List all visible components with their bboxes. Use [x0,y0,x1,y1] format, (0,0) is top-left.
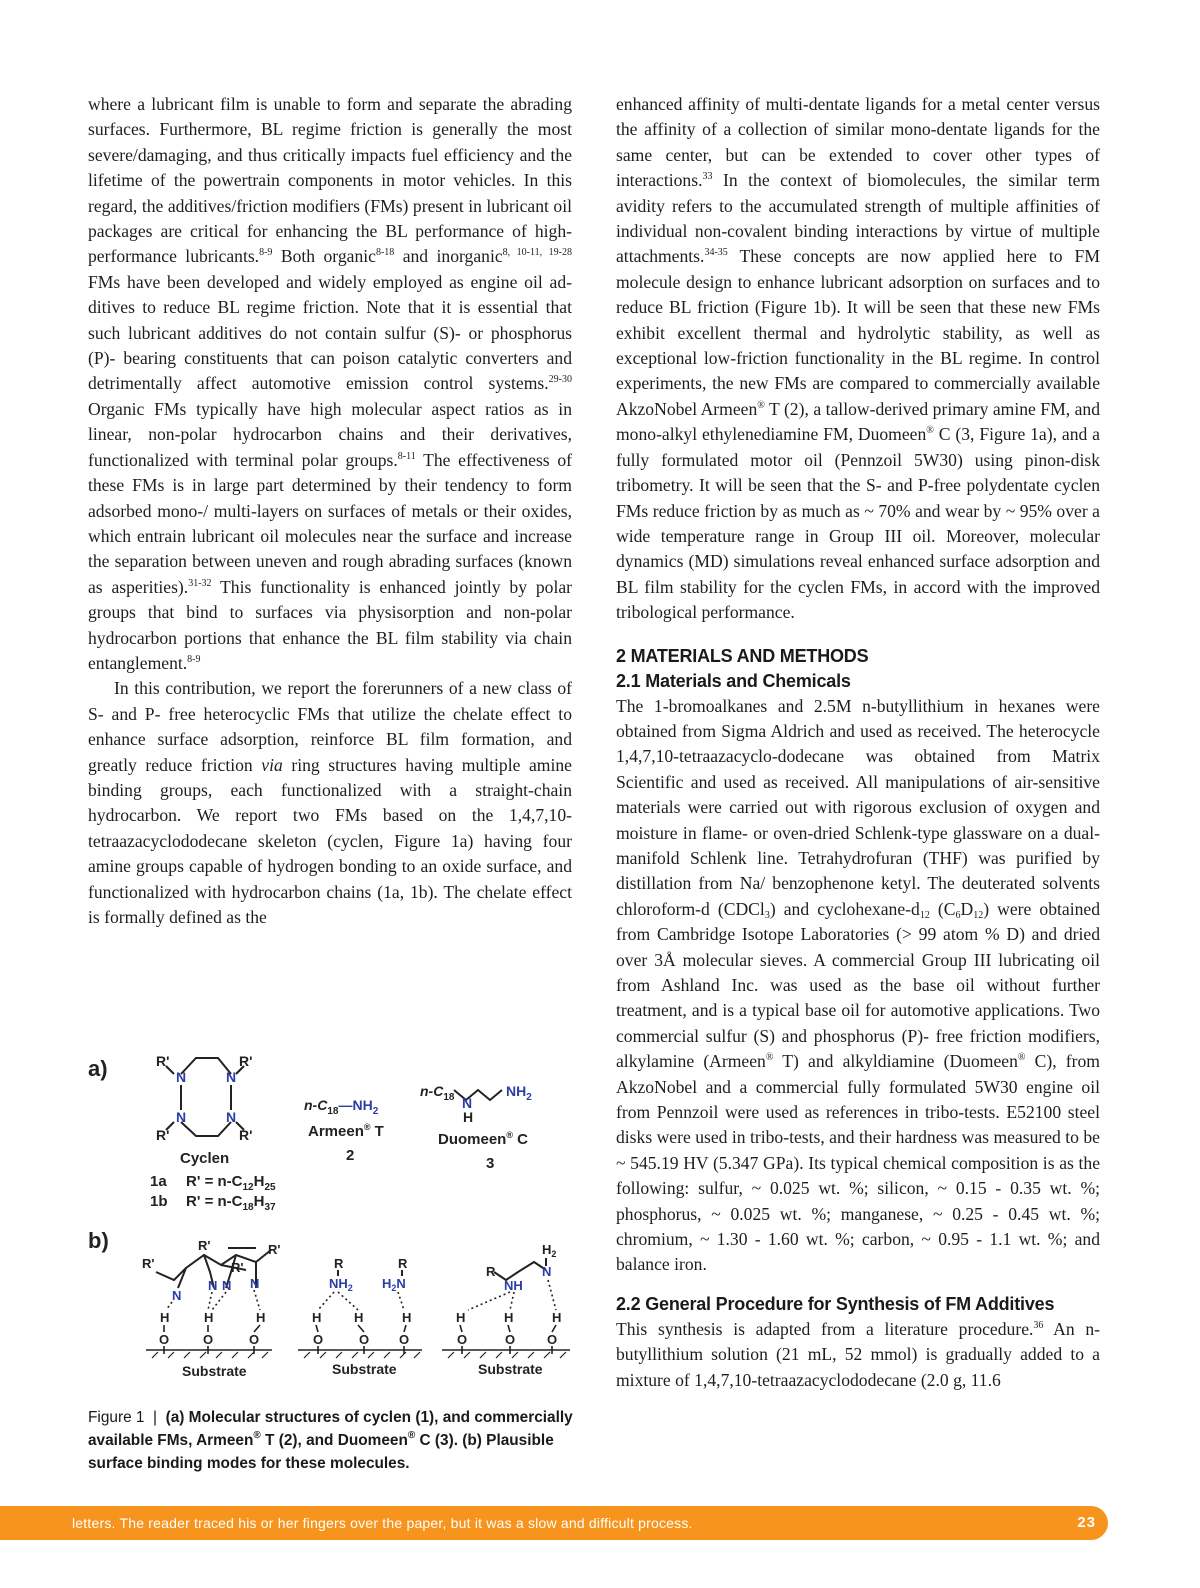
nitrogen-atom: N [222,1278,232,1293]
armeen-number: 2 [346,1147,355,1164]
citation: 29-30 [548,374,572,386]
text-run: This functionality is enhanced jointly by polar groups that bind to surfaces via physisorption and non-polar hydrocarbon portions that enhance the BL film stability via chain entanglement. [88,576,572,673]
right-paragraph-1 [616,92,1100,626]
caption-text: ), and Duomeen [292,1432,408,1449]
text-run: An n-butyllithium solution (21 mL, 52 mmol) is gradually added to a mixture of 1,4,7,10-tetraazacyclododecane (2.0 g, 11.6 [616,1318,1101,1390]
hydrogen-atoms [542,1242,556,1259]
atom-label: H [312,1310,322,1325]
amine-group: NH [504,1278,523,1293]
atom-label: R' = n-C [186,1193,243,1210]
r-definition-1b [186,1193,276,1213]
compound-1b-label: 1b [150,1193,168,1210]
substrate-hydrogens [160,1310,561,1325]
atom-label: H [504,1310,514,1325]
nitrogen-atom: N [250,1276,260,1291]
compound-number: 3 [440,1432,449,1449]
text-run: Both organic [272,246,376,267]
r-prime-label: R' [142,1256,155,1271]
caption-separator: | [144,1409,166,1426]
atom-label: H [253,1193,265,1210]
registered-mark: ® [407,1430,416,1441]
atom-label: 2 [372,1106,379,1117]
text-run: Organic FMs typically have high molecular aspect ratios as in linear, non-polar hydrocarbon chains and their derivatives, functionalized with terminal polar groups. [88,398,572,470]
duomeen-binding-bonds [494,1258,546,1280]
registered-mark: ® [926,425,934,437]
atom-label: H [256,1310,266,1325]
r-prime-label: R' [268,1242,281,1257]
citation: 8-11 [397,450,416,462]
text-run: These concepts are now applied here to FM molecule design to enhance lubricant adsorption on surfaces and to reduce BL friction (Figure 1b). It will be seen that these new FMs exhibit excellent thermal and hydrolytic stability, as well as exceptional low-friction functionality in the BL regime. In control experiments, the new FMs are compared to commercially available AkzoNobel Armeen [616,246,1100,419]
atom-label: 2 [526,1092,532,1103]
text-run: This synthesis is adapted from a literature procedure. [616,1318,1034,1339]
text-run: T (2), a tallow-derived primary amine FM, and mono-alkyl ethylenediamine FM, Duomeen [616,398,1100,445]
atom-label: ® [506,1130,513,1140]
caption-text: (a) Molecular structures of cyclen ( [165,1409,421,1426]
atom-label: n-C [420,1083,444,1099]
atom-label: 2 [551,1249,557,1259]
citation: 8, 10-11, 19-28 [502,247,572,259]
text-run: In the context of biomolecules, the similar term avidity refers to the accumulated strength of multiple affinities of individual non-covalent binding interactions by virtue of multiple attachments. [616,170,1100,267]
footer-bar [0,1506,1108,1540]
atom-label: H [552,1310,562,1325]
atom-label: C [512,1131,528,1148]
atom-label: 18 [327,1106,339,1117]
atom-label: ® [363,1122,371,1132]
compound-1a-label: 1a [150,1173,167,1190]
compound-number: 1 [420,1409,430,1426]
text-run: C (3, Figure 1a), and a fully formulated motor oil (Pennzoil 5W30) using pinon-disk tribometry. It will be seen that the S- and P-free polydentate cyclen FMs reduce friction by as much as ~ 70% and wear by ~ 95% over a wide temperature range in Group III oil. Moreover, molecular dynamics (MD) simulations reveal enhanced surface adsorption and BL film stability for the cyclen FMs, in accord with the improved tribological performance. [616,424,1100,623]
panel-b-label: b) [88,1228,109,1253]
atom-label: H [542,1242,552,1257]
citation: 34-35 [704,247,728,259]
left-column [88,92,572,930]
substrate-hatching [152,1352,566,1358]
citation: 36 [1033,1319,1044,1331]
nitrogen-atom: N [208,1278,218,1293]
panel-a-label: a) [88,1056,108,1081]
subscript: 3 [764,909,770,921]
r-prime-label: R' [156,1127,170,1143]
italic-term: via [261,754,283,775]
subsection-heading: 2.1 Materials and Chemicals [616,670,851,691]
right-paragraph-3 [616,1317,1100,1393]
nitrogen-atom: N [172,1288,182,1303]
text-run: where a lubricant film is unable to form and separate the abrading surfaces. Furthermore, BL regime friction is generally the most severe/damaging, and thus critically impacts fuel efficiency and the lifetime of the powertrain components in motor vehicles. In this regard, the additives/friction modifiers (FMs) present in lubricant oil packages are critical for enhancing the BL performance of high-performance lubricants. [88,94,572,267]
nitrogen-atom: N [226,1109,237,1125]
atom-label: 2 [391,1283,397,1293]
substrate-label: Substrate [332,1361,397,1377]
atom-label: O [313,1332,324,1347]
caption-text: ), and commercially available FMs, Armeen [88,1409,573,1449]
footer-text: letters. The reader traced his or her fingers over the paper, but it was a slow and difficult process. [72,1515,693,1531]
caption-text: ). (b) Plausible surface binding modes for these molecules. [88,1432,554,1472]
nitrogen-atom: N [462,1095,473,1111]
r-prime-label: R' [239,1127,253,1143]
atom-label: R' = n-C [186,1173,243,1190]
registered-mark: ® [253,1430,261,1441]
r-definition-1a [186,1173,276,1193]
atom-label: n-C [304,1097,328,1113]
atom-label: H [354,1310,364,1325]
atom-label: O [457,1332,468,1347]
armeen-formula [304,1097,379,1117]
citation: 31-32 [188,577,212,589]
atom-label: —NH [338,1097,373,1113]
atom-label: H [253,1173,265,1190]
atom-label: O [359,1332,370,1347]
atom-label: Armeen [308,1123,364,1140]
atom-label: O [547,1332,558,1347]
amine-group [329,1276,353,1293]
right-column [616,92,1100,1393]
atom-label: 12 [242,1182,254,1193]
text-run: ) and cyclohexane-d [769,898,920,919]
citation: 33 [702,171,713,183]
atom-label: 18 [443,1092,455,1103]
hydrogen-atom: H [463,1109,474,1125]
subscript: 12 [919,909,930,921]
text-run: and inorganic [394,246,503,267]
text-run: (C [929,898,956,919]
page-number: 23 [1077,1514,1096,1531]
atom-label: NH [329,1276,348,1291]
r-prime-label: R' [156,1053,170,1069]
figure-label: Figure 1 [88,1409,145,1426]
r-label: R [334,1256,344,1271]
right-paragraph-2 [616,694,1100,1278]
duomeen-name [438,1130,528,1148]
duomeen-formula [420,1083,455,1103]
atom-label: O [399,1332,410,1347]
substrate-label: Substrate [478,1361,543,1377]
molecular-structures-diagram [86,1040,576,1385]
atom-label: O [159,1332,170,1347]
atom-label: 25 [264,1182,276,1193]
atom-label: H [382,1276,392,1291]
atom-label: O [203,1332,214,1347]
figure-1 [86,1040,576,1385]
atom-label: O [249,1332,260,1347]
atom-label: 18 [242,1202,254,1213]
atom-label: H [204,1310,214,1325]
cyclen-name: Cyclen [180,1150,230,1167]
text-run: ring structures having multiple amine binding groups, each functionalized with a straight-chain hydrocarbon. We report two FMs based on the 1,4,7,10-tetraazacyclododecane skeleton (cyclen, Figure 1a) having four amine groups capable of hydrogen bonding to an oxide surface, and functionalized with hydrocarbon chains (1a, 1b). The chelate effect is formally defined as the [88,754,572,927]
atom-label: H [402,1310,412,1325]
atom-label: Duomeen [438,1131,507,1148]
atom-label: N [396,1276,406,1291]
nitrogen-atom: N [176,1109,187,1125]
oh-bonds [164,1325,556,1332]
atom-label: T [370,1123,384,1140]
citation: 8-18 [375,247,395,259]
left-paragraph-2 [88,676,572,930]
text-run: C), from AkzoNobel and a commercial fully formulated 5W30 engine oil from Pennzoil were used as references in tribo-tests. E52100 steel disks were used in tribo-tests, and their hardness was measured to be ~ 545.19 HV (5.347 GPa). Its typical chemical composition is as the following: sulfur, ~ 0.025 wt. %; silicon, ~ 0.15 - 0.35 wt. %; phosphorus, ~ 0.025 wt. %; manganese, ~ 0.25 - 0.45 wt. %; chromium, ~ 1.30 - 1.60 wt. %; carbon, ~ 0.95 - 1.1 wt. %; and balance iron. [616,1051,1100,1275]
duomeen-number: 3 [486,1155,495,1172]
registered-mark: ® [765,1052,774,1064]
subsection-heading: 2.2 General Procedure for Synthesis of FM Additives [616,1293,1055,1314]
r-label: R [486,1264,496,1279]
text-run: The effectiveness of these FMs is in large part determined by their tendency to form adsorbed mono-/ multi-layers on surfaces of metals or their oxides, which entrain lubricant oil molecules near the surface and increase the separation between uneven and rough abrading surfaces (known as asperities). [88,449,572,597]
subscript: 6 [955,909,961,921]
text-run: D [960,898,974,919]
amine-group [382,1276,406,1293]
atom-label: O [505,1332,516,1347]
citation: 8-9 [187,653,201,665]
nitrogen-atom: N [542,1264,552,1279]
left-paragraph-1 [88,92,572,676]
text-run: FMs have been developed and widely employed as engine oil additives to reduce BL regime friction. Note that it is essential that such lubricant additives do not contain sulfur (S)- or phosphorus (P)- bearing constituents that can poison catalytic converters and detrimentally affect automotive emission control systems. [88,271,572,394]
figure-caption [88,1406,578,1475]
text-run: T) and alkyldiamine (Duomeen [773,1051,1018,1072]
section-heading: 2 MATERIALS AND METHODS [616,645,869,666]
nitrogen-atom: N [176,1069,187,1085]
atom-label: H [160,1310,170,1325]
registered-mark: ® [757,399,765,411]
r-label: R [398,1256,408,1271]
duomeen-amine [506,1083,532,1103]
atom-label: 37 [264,1202,276,1213]
text-run: ) were obtained from Cambridge Isotope Laboratories (> 99 atom % D) and dried over 3Å molecular sieves. A commercial Group III lubricating oil from Ashland Inc. was used as the base oil without further treatment, and is a typical base oil for automotive applications. Two commercial sulfur (S) and phosphorus (P)- free friction modifiers, alkylamine (Armeen [616,898,1101,1072]
registered-mark: ® [1017,1052,1026,1064]
citation: 8-9 [259,247,273,259]
r-prime-label: R' [198,1238,211,1253]
text-run: enhanced affinity of multi-dentate ligands for a metal center versus the affinity of a collection of similar mono-dentate ligands for the same center, but can be extended to cover other types of interactions. [616,94,1100,191]
nitrogen-atom: N [226,1069,237,1085]
subscript: 12 [973,909,984,921]
r-prime-label: R' [231,1260,244,1275]
armeen-name [308,1122,384,1140]
substrate-label: Substrate [182,1363,247,1379]
substrate-oxygens [159,1332,557,1347]
atom-label: H [456,1310,466,1325]
text-run: In this contribution, we report the forerunners of a new class of S- and P- free heterocyclic FMs that utilize the chelate effect to enhance surface adsorption, reinforce BL film formation, and greatly reduce friction [88,678,572,775]
atom-label: 2 [347,1283,353,1293]
r-prime-label: R' [239,1053,253,1069]
atom-label: NH [506,1083,527,1099]
caption-text: C ( [415,1432,441,1449]
compound-number: 2 [283,1432,293,1449]
caption-text: T ( [260,1432,284,1449]
text-run: The 1-bromoalkanes and 2.5M n-butyllithium in hexanes were obtained from Sigma Aldrich and used as received. The heterocycle 1,4,7,10-tetraazacyclo-dodecane was obtained from Matrix Scientific and used as received. All manipulations of air-sensitive materials were carried out with rigorous exclusion of oxygen and moisture in flame- or oven-dried Schlenk-type glassware on a dual-manifold Schlenk line. Tetrahydrofuran (THF) was purified by distillation from Na/ benzophenone ketyl. The deuterated solvents chloroform-d (CDCl [616,695,1100,919]
